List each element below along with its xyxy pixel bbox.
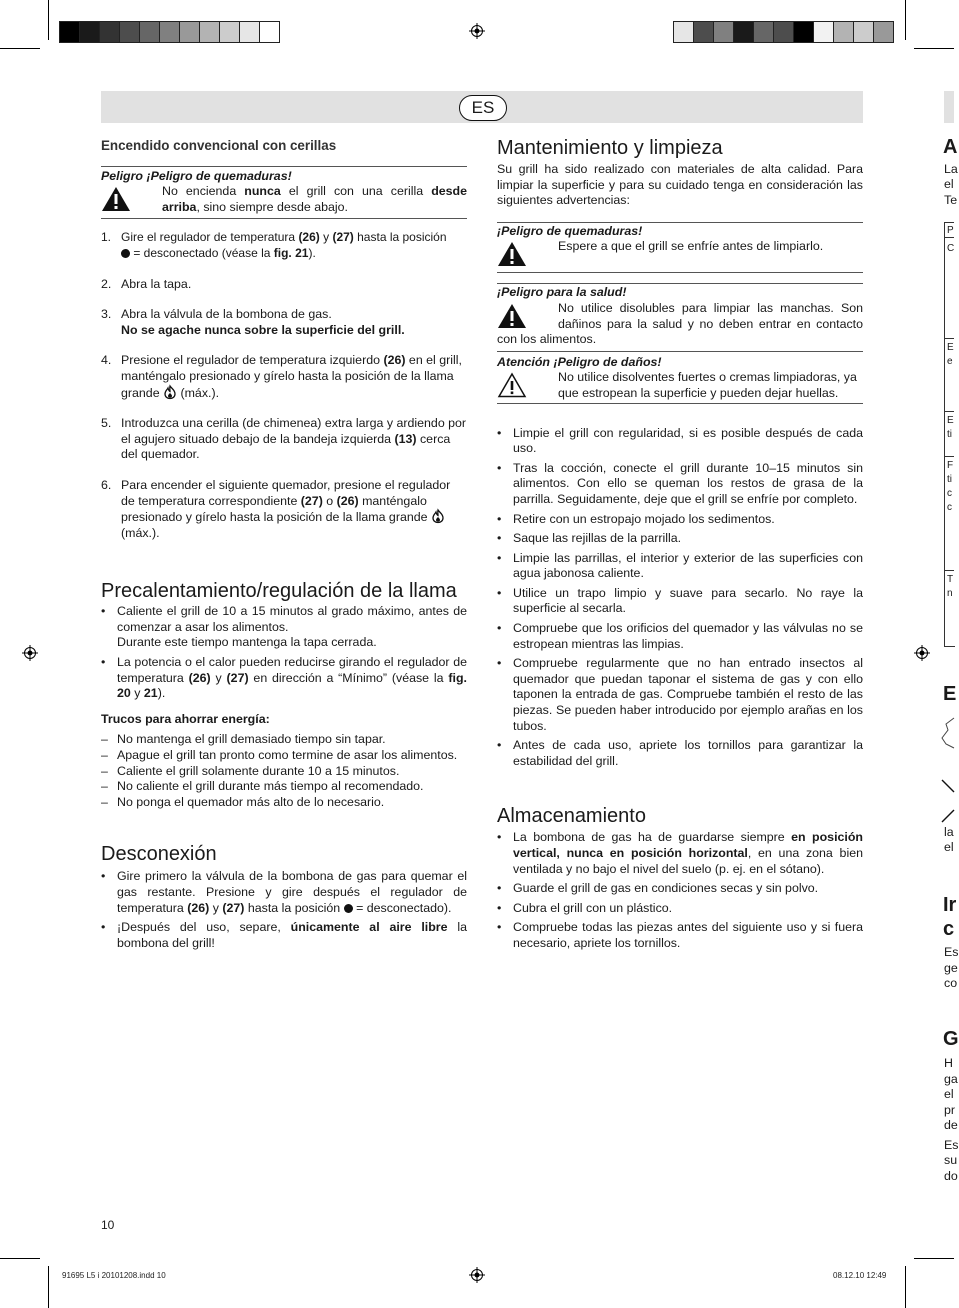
table-row-divider <box>944 456 954 457</box>
color-swatch <box>240 22 260 42</box>
warning-triangle-icon <box>497 303 527 329</box>
language-tab: ES <box>459 95 507 121</box>
clipped-text: co <box>944 976 958 990</box>
color-bar-right <box>673 21 894 43</box>
clipped-text: Es <box>944 1138 959 1152</box>
clipped-text: P <box>947 225 954 236</box>
color-swatch <box>80 22 100 42</box>
off-position-icon <box>344 904 353 913</box>
color-swatch <box>674 22 694 42</box>
color-swatch <box>854 22 874 42</box>
color-swatch <box>754 22 774 42</box>
color-swatch <box>160 22 180 42</box>
clipped-text: H <box>944 1056 953 1070</box>
list-item: • Gire primero la válvula de la bombona de gas para quemar el gas restante. Presione y gire después el regulador de temperatura (26) y (27) hasta la posición = desconectado). <box>101 869 467 916</box>
health-warning <box>497 284 863 347</box>
list-item: • Antes de cada uso, apriete los tornillos para garantizar la estabilidad del grill. <box>497 738 863 769</box>
clipped-text: su <box>944 1153 958 1167</box>
maintenance-intro: Su grill ha sido realizado con materiales de alta calidad. Para limpiar la superficie y para su cuidado tenga en consideración las siguientes advertencias: <box>497 162 863 208</box>
color-swatch <box>260 22 279 42</box>
crop-mark <box>0 1258 40 1259</box>
damage-warning <box>497 352 863 402</box>
registration-mark-icon <box>469 23 485 39</box>
clipped-text: ge <box>944 961 958 975</box>
clipped-text: la <box>944 825 954 839</box>
list-item: • La bombona de gas ha de guardarse siempre en posición vertical, nunca en posición horizontal, en una zona bien ventilada y no bajo el nivel del suelo (p. ej. en el sótano). <box>497 830 863 877</box>
clipped-text: de <box>944 1118 958 1132</box>
warning-heading: ¡Peligro de quemaduras! <box>497 223 643 238</box>
warning-text: No utilice disolubles para limpiar las manchas. Son dañinos para la salud y no deben entrar en contacto con los alimentos. <box>497 300 863 347</box>
color-swatch <box>120 22 140 42</box>
crop-mark <box>48 1266 49 1308</box>
crop-mark <box>905 0 906 40</box>
color-swatch <box>140 22 160 42</box>
list-item: • ¡Después del uso, separe, únicamente al aire libre la bombona del grill! <box>101 920 467 951</box>
warning-heading: ¡Peligro para la salud! <box>497 285 627 300</box>
section-title-matches: Encendido convencional con cerillas <box>101 138 337 153</box>
warning-heading: Peligro ¡Peligro de quemaduras! <box>101 168 292 183</box>
caution-triangle-icon <box>497 372 527 398</box>
list-item: • Tras la cocción, conecte el grill durante 10–15 minutos sin alimentos. Con ello se queman los restos de grasa de la parrilla. Seguidamente, deje que el grill se enfríe por completo. <box>497 461 863 508</box>
clipped-text: pr <box>944 1103 956 1117</box>
registration-mark-icon <box>469 1267 485 1283</box>
clipped-text: n <box>947 588 953 599</box>
warning-triangle-icon <box>497 241 527 267</box>
clipped-text: el <box>944 177 954 191</box>
middle-column <box>497 136 863 956</box>
clipped-text: C <box>947 243 955 254</box>
list-item: • Cubra el grill con un plástico. <box>497 901 863 917</box>
clipped-illustration-icon <box>936 716 954 750</box>
clipped-text: Te <box>944 193 958 207</box>
list-item: 3. Abra la válvula de la bombona de gas. No se agache nunca sobre la superficie del grill. <box>101 307 405 337</box>
clipped-text: c <box>947 488 952 499</box>
clipped-heading: A <box>943 136 958 158</box>
list-item: • Compruebe regularmente que no han entrado insectos al quemador que puedan taponar el sistema de gas y con ello taponen la entrada de gas. Compruebe también el resto de las piezas. Se pueden haber introducido por ejemplo arañas en los tubos. <box>497 656 863 734</box>
clipped-text: do <box>944 1169 958 1183</box>
storage-list <box>497 830 863 951</box>
crop-mark <box>0 48 40 49</box>
next-page-header-bar <box>944 91 954 123</box>
color-swatch <box>874 22 893 42</box>
preheat-list <box>101 604 467 702</box>
crop-mark <box>48 0 49 40</box>
clipped-text: T <box>947 574 954 585</box>
section-title-preheat: Precalentamiento/regulación de la llama <box>101 580 457 603</box>
list-item: • Caliente el grill de 10 a 15 minutos al grado máximo, antes de comenzar a asar los alimentos. Durante este tiempo mantenga la tapa cerrada. <box>101 604 467 651</box>
color-swatch <box>100 22 120 42</box>
clipped-text: ga <box>944 1072 958 1086</box>
crop-mark <box>914 1258 954 1259</box>
clipped-text: E <box>947 342 954 353</box>
crop-mark <box>905 1266 906 1308</box>
color-swatch <box>814 22 834 42</box>
disconnect-list <box>101 869 467 951</box>
list-item: 2. Abra la tapa. <box>101 276 192 291</box>
maintenance-list <box>497 426 863 770</box>
warning-text: No utilice disolventes fuertes o cremas limpiadoras, ya que estropean la superficie y pueden dejar huellas. <box>558 370 857 400</box>
section-title-storage: Almacenamiento <box>497 805 646 828</box>
color-swatch <box>834 22 854 42</box>
warning-triangle-icon <box>101 186 131 212</box>
clipped-text: Es <box>944 945 959 959</box>
list-item: • Compruebe todas las piezas antes del siguiente uso y si fuera necesario, apriete los tornillos. <box>497 920 863 951</box>
color-swatch <box>734 22 754 42</box>
color-bar-left <box>59 21 280 43</box>
clipped-heading: E <box>943 683 957 705</box>
page-number: 10 <box>101 1218 115 1232</box>
clipped-text: el <box>944 1087 954 1101</box>
registration-mark-icon <box>914 645 930 661</box>
color-swatch <box>694 22 714 42</box>
warning-heading: Atención ¡Peligro de daños! <box>497 354 662 369</box>
warning-text: Espere a que el grill se enfríe antes de limpiarlo. <box>558 239 824 254</box>
color-swatch <box>714 22 734 42</box>
tips-list <box>101 732 467 810</box>
clipped-text: c <box>947 502 952 513</box>
list-item: – No mantenga el grill demasiado tiempo sin tapar. <box>101 732 467 748</box>
crop-mark <box>914 48 954 49</box>
list-item: • Utilice un trapo limpio y suave para secarlo. No raye la superficie al secarla. <box>497 586 863 617</box>
clipped-text: La <box>944 162 958 176</box>
large-flame-icon <box>431 509 445 523</box>
large-flame-icon <box>163 385 177 399</box>
list-item: 6. Para encender el siguiente quemador, presione el regulador de temperatura correspondiente (27) o (26) manténgalo presionado y gírelo hasta la posición de la llama grande (máx.). <box>101 477 451 540</box>
warning-text: No encienda nunca el grill con una cerilla desde arriba, sino siempre desde abajo. <box>162 184 467 214</box>
section-title-disconnect: Desconexión <box>101 843 217 866</box>
off-position-icon <box>121 249 130 258</box>
list-item: • La potencia o el calor pueden reducirse girando el regulador de temperatura (26) y (27) en dirección a “Mínimo” (véase la fig. 20 y 21). <box>101 655 467 702</box>
footer-timestamp: 08.12.10 12:49 <box>833 1271 887 1280</box>
color-swatch <box>220 22 240 42</box>
list-item: – Caliente el grill solamente durante 10 a 15 minutos. <box>101 764 467 780</box>
clipped-text: F <box>947 460 954 471</box>
left-column <box>101 138 467 955</box>
list-item: • Limpie el grill con regularidad, si es posible después de cada uso. <box>497 426 863 457</box>
clipped-text: e <box>947 356 953 367</box>
list-item: 5. Introduzca una cerilla (de chimenea) extra larga y ardiendo por el agujero situado debajo de la bandeja izquierda (13) cerca del quemador. <box>101 416 467 462</box>
clipped-text: ti <box>947 429 952 440</box>
burn-warning <box>497 223 863 268</box>
color-swatch <box>794 22 814 42</box>
footer-file-info: 91695 L5 i 20101208.indd 10 <box>62 1271 166 1280</box>
clipped-heading: c <box>943 918 955 940</box>
list-item: 4. Presione el regulador de temperatura izquierdo (26) en el grill, manténgalo presionado y gírelo hasta la posición de la llama grande (máx.). <box>101 353 462 400</box>
clipped-heading: G <box>943 1028 959 1050</box>
list-item: • Limpie las parrillas, el interior y exterior de las superficies con agua jabonosa caliente. <box>497 551 863 582</box>
tips-title: Trucos para ahorrar energía: <box>101 711 270 726</box>
table-row-divider <box>944 338 954 339</box>
clipped-text: E <box>947 415 954 426</box>
lighting-steps <box>101 230 467 541</box>
list-item: – No caliente el grill durante más tiempo al recomendado. <box>101 779 467 795</box>
color-swatch <box>60 22 80 42</box>
burn-warning <box>101 167 467 216</box>
clipped-heading: Ir <box>943 894 957 916</box>
clipped-text: el <box>944 840 954 854</box>
list-item: • Guarde el grill de gas en condiciones secas y sin polvo. <box>497 881 863 897</box>
list-item: • Saque las rejillas de la parrilla. <box>497 531 863 547</box>
table-row-divider <box>944 570 954 571</box>
clipped-illustration-icon <box>940 778 954 824</box>
clipped-text: ti <box>947 474 952 485</box>
section-title-maintenance: Mantenimiento y limpieza <box>497 137 723 159</box>
list-item: • Retire con un estropajo mojado los sedimentos. <box>497 512 863 528</box>
registration-mark-icon <box>22 645 38 661</box>
list-item: – No ponga el quemador más alto de lo necesario. <box>101 795 467 811</box>
list-item: • Compruebe que los orificios del quemador y las válvulas no se estropean mientras las limpias. <box>497 621 863 652</box>
color-swatch <box>200 22 220 42</box>
list-item: 1. Gire el regulador de temperatura (26) y (27) hasta la posición = desconectado (véase la fig. 21). <box>101 230 447 260</box>
color-swatch <box>774 22 794 42</box>
list-item: – Apague el grill tan pronto como termine de asar los alimentos. <box>101 748 467 764</box>
color-swatch <box>180 22 200 42</box>
table-row-divider <box>944 411 954 412</box>
